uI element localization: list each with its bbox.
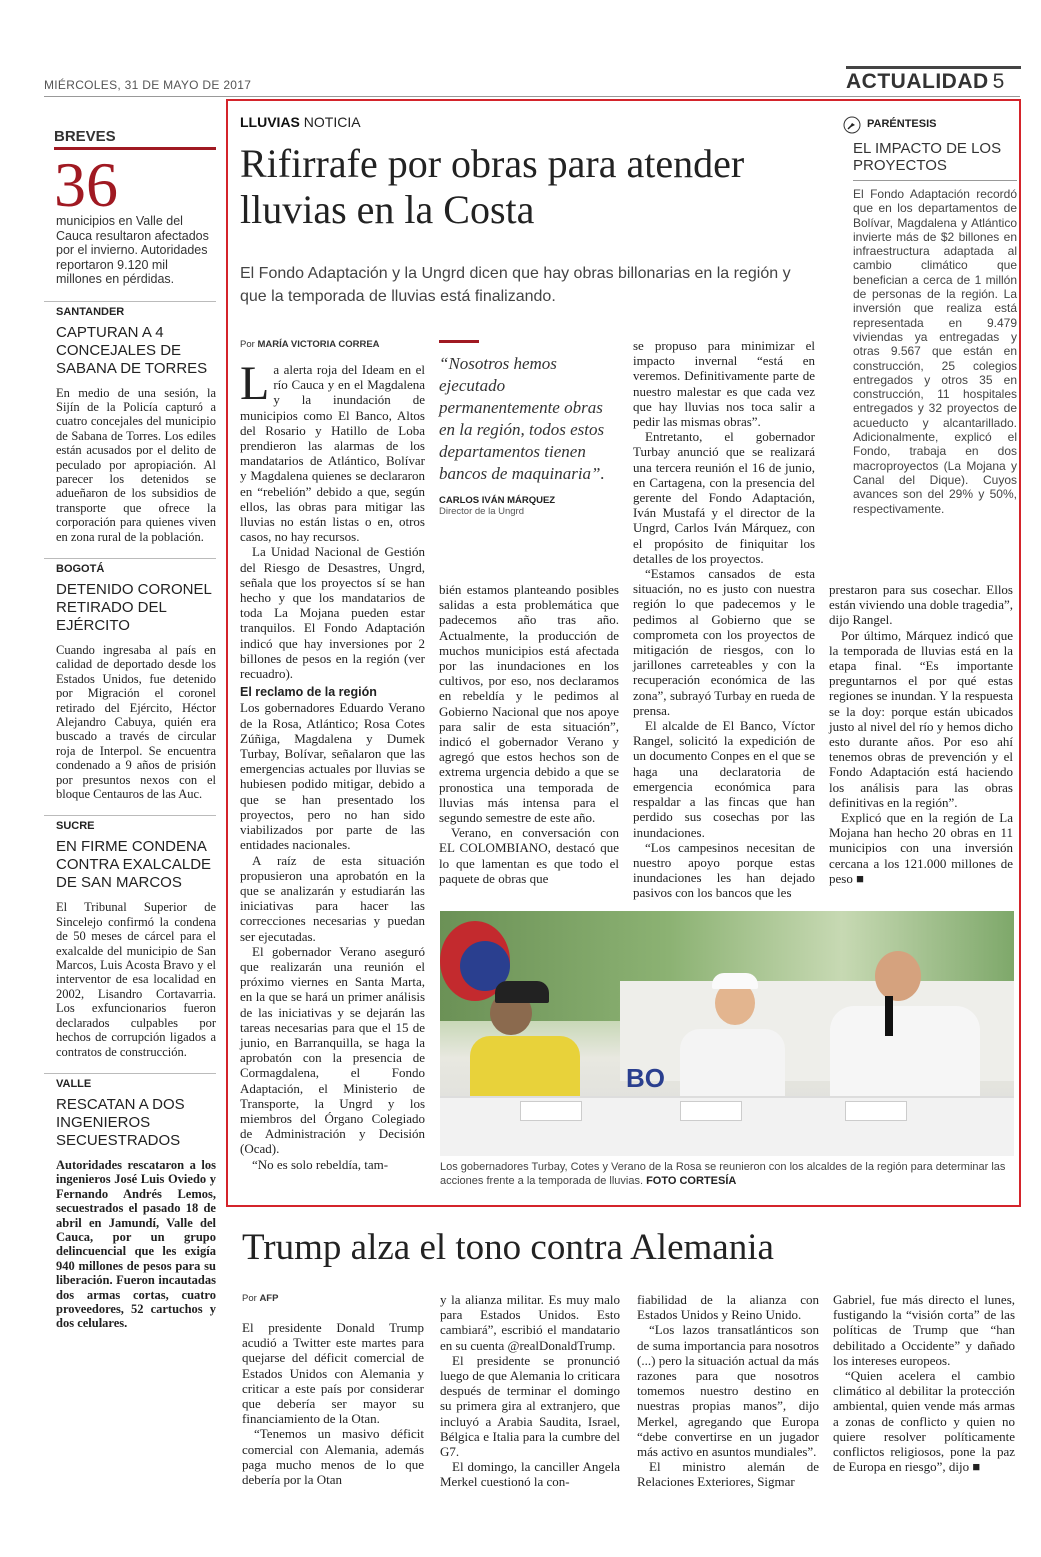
paragraph: “Quien acelera el cambio climático al debilitar la protección ambiental, quien vende más armas a zonas de conflicto y quien no quiere resolver políticamente conflictos religiosos, pone la paz de Europa en riesgo”, dijo ■: [833, 1368, 1015, 1475]
paragraph: El presidente Donald Trump acudió a Twitter este martes para quejarse del déficit comercial de Estados Unidos con Alemania y criticar a este país por considerar que debería ser mayor su financiamiento de la Otan.: [242, 1320, 424, 1427]
brief-santander: [44, 301, 216, 544]
paragraph: El domingo, la canciller Angela Merkel cuestionó la con-: [440, 1459, 620, 1490]
paragraph: Verano, en conversación con EL COLOMBIANO, destacó que lo que lamentan es que todo el paquete de obras que: [439, 825, 619, 886]
article-byline: [240, 339, 380, 350]
article-kicker: [240, 114, 361, 130]
paragraph: El alcalde de El Banco, Víctor Rangel, solicitó la expedición de un documento Conpes en el que se haga una declaratoria de emergencia económica para respaldar a las fincas que han perdido sus cosechas por las inundaciones.: [633, 718, 815, 840]
article-column-3: [633, 338, 815, 901]
end-mark: ■: [856, 870, 864, 886]
paragraph: se propuso para minimizar el impacto invernal “está en veremos. Definitivamente parte de nuestro malestar es que cada vez que hay lluvias nos toca salir a pedir las mismas obras”.: [633, 338, 815, 430]
parentesis-rule: [853, 180, 1017, 181]
paragraph: Explicó que en la región de La Mojana han hecho 20 obras en 11 municipios con una inversión cercana a los 121.000 millones de peso ■: [829, 810, 1013, 886]
paragraph: Los gobernadores Eduardo Verano de la Rosa, Atlántico; Rosa Cotes Zúñiga, Magdalena y Dumek Turbay, Bolívar, señalaron que las emergencias actuales por lluvias se hubiesen podido mitigar, debido a que se han presentado los proyectos, pero no han sido viabilizados por parte de las entidades nacionales.: [240, 700, 425, 853]
paragraph: Gabriel, fue más directo el lunes, fustigando la “visión corta” de las políticas de Trump que “han debilitado a Occidente” y dañado los intereses europeos.: [833, 1292, 1015, 1368]
kicker-topic: LLUVIAS: [240, 114, 300, 130]
section-rule: [846, 66, 1021, 69]
brief-tag: BOGOTÁ: [56, 562, 105, 575]
paragraph: El presidente se pronunció luego de que Alemania lo criticara después de terminar el domingo su primera gira al extranjero, que incluyó a Arabia Saudita, Israel, Bélgica e Italia para la cumbre del G7.: [440, 1352, 620, 1460]
brief-tag: SANTANDER: [56, 305, 125, 318]
brief-body: En medio de una sesión, la Sijín de la Policía capturó a cuatro concejales del municipio de Sabana de Torres. Los ediles están acusados por el delito de peculado por apropiación. Al parecer los detenidos se adueñaron de los subsidios de transporte que ofrece la corporación para quienes viven en zona rural de la población.: [56, 385, 216, 544]
header-rule: [44, 96, 1020, 97]
brief-body: Cuando ingresaba al país en calidad de deportado desde los Estados Unidos, fue detenido por Migración el coronel retirado del Ejército, Héctor Alejandro Cabuya, quién era buscado a través de circular roja de Interpol. Se encuentra condenado a 9 años de prisión por presuntos nexos con el bloque Centauros de las Auc.: [56, 642, 216, 802]
second-article-headline: Trump alza el tono contra Alemania: [242, 1227, 774, 1268]
issue-date: MIÉRCOLES, 31 DE MAYO DE 2017: [44, 78, 252, 92]
second-article-byline: [242, 1293, 278, 1304]
paragraph: “Los campesinos necesitan de nuestro apoyo porque estas inundaciones les han dejado pasivos con los bancos que les: [633, 839, 815, 901]
quote-author: CARLOS IVÁN MÁRQUEZ: [439, 495, 556, 506]
drop-cap: L: [240, 357, 270, 410]
byline-prefix: Por: [242, 1293, 257, 1304]
paragraph: Por último, Márquez indicó que la temporada de lluvias está en la etapa final. “Es importante preguntarnos el por qué estas regiones se inundan. Y la respuesta se la doy: porque están ubicados justo al nivel del río y hemos dicho esto durante años. Por eso ahí tenemos obras de prevención y el Fondo Adaptación está haciendo los análisis para las obras definitivas en la región”.: [829, 627, 1013, 810]
parentesis-box: [837, 118, 1017, 516]
article-subhead: El reclamo de la región: [240, 685, 377, 700]
second-column-2: [440, 1292, 620, 1490]
breves-text: municipios en Valle del Cauca resultaron afectados por el invierno. Autoridades reportaron 9.120 mil millones en pérdidas.: [56, 214, 209, 286]
parentesis-headline: EL IMPACTO DE LOS PROYECTOS: [853, 140, 1002, 174]
byline-name: MARÍA VICTORIA CORREA: [257, 339, 380, 350]
end-mark: ■: [972, 1459, 981, 1475]
paragraph: prestaron para sus cosechar. Ellos están viviendo una doble tragedia”, dijo Rangel.: [829, 582, 1013, 628]
second-column-4: [833, 1292, 1015, 1474]
brief-headline: RESCATAN A DOS INGENIEROS SECUESTRADOS: [56, 1095, 185, 1149]
paragraph: El ministro alemán de Relaciones Exteriores, Sigmar: [637, 1459, 819, 1490]
section-label: [846, 70, 1005, 94]
page-number: 5: [992, 70, 1005, 93]
paragraph: “Tenemos un masivo déficit comercial con Alemania, además paga mucho menos de lo que debería por la Otan: [242, 1426, 424, 1488]
quote-role: Director de la Ungrd: [439, 506, 525, 517]
brief-bogota: [44, 558, 216, 801]
paragraph: “Estamos cansados de esta situación, no es justo con nuestra región lo que padecemos y le pedimos al Gobierno que se comprometa con los proyectos de mitigación de riesgos, con lo jarillones carreteables y con la recuperación económica de las zona”, subrayó Turbay en rueda de prensa.: [633, 566, 815, 718]
section-name: ACTUALIDAD: [846, 70, 989, 93]
quote-text: “Nosotros hemos ejecutado permanentemente obras en la región, todos estos departamentos tienen bancos de maquinaria”.: [439, 354, 605, 483]
caption-text: Los gobernadores Turbay, Cotes y Verano de la Rosa se reunieron con los alcaldes de la región para determinar las acciones frente a la temporada de lluvias.: [440, 1161, 1006, 1187]
brief-body: El Tribunal Superior de Sincelejo confirmó la condena de 50 meses de cárcel para el exalcalde del municipio de San Marcos, Luis Acosta Bravo y el interventor de esa localidad en 2002, Lisandro Cortavarria. Los exfuncionarios fueron declarados culpables por hechos de corrupción ligados a contratos de construcción.: [56, 900, 216, 1059]
photo-caption: [440, 1160, 1014, 1188]
paragraph: “No es solo rebeldía, tam-: [252, 1156, 389, 1172]
article-column-4: [829, 582, 1013, 886]
breves-big-number: 36: [54, 149, 118, 220]
breves-column: [44, 128, 216, 1331]
parentesis-body: El Fondo Adaptación recordó que en los departamentos de Bolívar, Magdalena y Atlántico invierte más de $2 billones en infraestructura adaptada al cambio climático que benefician a cerca de 1 millón de personas de la región. La inversión que realiza está representada en 9.479 viviendas ya entregadas y otras 9.567 que están en construcción, 25 colegios entregados y otros 35 en construcción, 11 hospitales entregados y 32 proyectos de acueducto y alcantarillado. Adicionalmente, explicó el Fondo, trabaja en dos macroproyectos (La Mojana y Canal del Dique). Cuyos avances son del 29% y 50%, respectivamente.: [853, 187, 1017, 516]
brief-tag: VALLE: [56, 1077, 92, 1090]
paragraph: “Los lazos transatlánticos son de suma importancia para nosotros (...) pero la situación actual da más razones para que nosotros tomemos nuestro destino en nuestras propias manos”, dijo Merkel, agregando que Europa “debe convertirse en un jugador más activo en asuntos mundiales”.: [637, 1322, 819, 1460]
article-photo: [440, 911, 1014, 1156]
paragraph: El gobernador Verano aseguró que realizarán una reunión el próximo viernes en Santa Marta, en la que se hará un primer análisis de las iniciativas y se dejarán las tareas necesarias para que el 15 de junio, en Barranquilla, se haga la aprobatón con la presencia de Cormagdalena, el Fondo Adaptación, el Ministerio de Transporte, la Ungrd y los miembros del Órgano Colegiado de Administración y Decisión (Ocad).: [240, 943, 425, 1157]
parentesis-tag: PARÉNTESIS: [867, 118, 937, 130]
article-column-2: [439, 582, 619, 886]
brief-headline: CAPTURAN A 4 CONCEJALES DE SABANA DE TORRES: [56, 323, 208, 377]
brief-body: Autoridades rescataron a los ingenieros José Luis Oviedo y Fernando Andrés Lemos, secuestrados el pasado 18 de abril en Jamundí, Valle del Cauca, por un grupo delincuencial que les exigía 940 millones de pesos para su liberación. Fueron incautadas dos armas cortas, cuatro proveedores, 52 cartuchos y dos celulares.: [56, 1157, 216, 1331]
pushpin-icon: [843, 116, 861, 134]
paragraph: a alerta roja del Ideam en el río Cauca y en el Magdalena y la inundación de municipios como El Banco, Altos del Rosario y Hatillo de Loba prendieron las alarmas de los mandatarios de Atlántico, Bolívar y Magdalena quienes se declararon en “rebelión” debido a que, según ellos, las obras para mitigar las lluvias no están listas o en, otros casos, no hay recursos.: [240, 362, 425, 545]
paragraph: bién estamos planteando posibles salidas a esta problemática que padecemos año tras año. Actualmente, la producción de muchos municipios está afectada por las inundaciones en los cultivos, por eso, nos declaramos en rebeldía y le pedimos al Gobierno Nacional que nos apoye para salir de esta situación”, indicó el gobernador Verano y agregó que estos hechos son de extrema urgencia debido a que se pronostica una temporada de lluvias más intensa para el segundo semestre de este año.: [439, 582, 619, 826]
paragraph: fiabilidad de la alianza con Estados Unidos y Reino Unido.: [637, 1292, 819, 1323]
byline-name: AFP: [259, 1293, 279, 1304]
quote-rule: [439, 340, 479, 343]
brief-headline: DETENIDO CORONEL RETIRADO DEL EJÉRCITO: [56, 580, 212, 634]
article-deck: El Fondo Adaptación y la Ungrd dicen que hay obras billonarias en la región y que la temporada de lluvias está finalizando.: [240, 265, 791, 305]
second-column-3: [637, 1292, 819, 1490]
article-headline: Rifirrafe por obras para atender lluvias en la Costa: [240, 141, 745, 232]
paragraph: La Unidad Nacional de Gestión del Riesgo de Desastres, Ungrd, señala que los proyectos sí se han hecho y que los mandatarios de toda La Mojana pueden estar tranquilos. El Fondo Adaptación indicó que hay inversiones por 2 billones de pesos en la región (ver recuadro).: [240, 544, 425, 682]
brief-tag: SUCRE: [56, 820, 95, 833]
paragraph: y la alianza militar. Es muy malo para Estados Unidos. Esto cambiará”, escribió el mandatario en su cuenta @realDonaldTrump.: [440, 1292, 620, 1353]
kicker-type: NOTICIA: [303, 114, 361, 130]
brief-headline: EN FIRME CONDENA CONTRA EXALCALDE DE SAN MARCOS: [56, 838, 212, 892]
paragraph: A raíz de esta situación propusieron una aprobatón en la que se analizarán y estudiarán las iniciativas para hacer las correcciones necesarias y puedan ser ejecutadas.: [240, 852, 425, 944]
second-column-1: [242, 1320, 424, 1487]
byline-prefix: Por: [240, 339, 255, 350]
photo-credit: FOTO CORTESÍA: [646, 1175, 737, 1187]
article-column-1: [240, 357, 425, 1172]
pull-quote: [439, 340, 619, 517]
paragraph: Entretanto, el gobernador Turbay anunció que se realizará una tercera reunión el 16 de junio, en Cartagena, con la presencia del gerente del Fondo Adaptación, Iván Mustafá y el director de la Ungrd, Carlos Iván Márquez, con el propósito de finiquitar los detalles de los proyectos.: [633, 429, 815, 566]
banner-text: BO: [626, 1063, 665, 1093]
brief-valle: [44, 1073, 216, 1331]
breves-title: BREVES: [54, 128, 216, 150]
brief-sucre: [44, 815, 216, 1058]
